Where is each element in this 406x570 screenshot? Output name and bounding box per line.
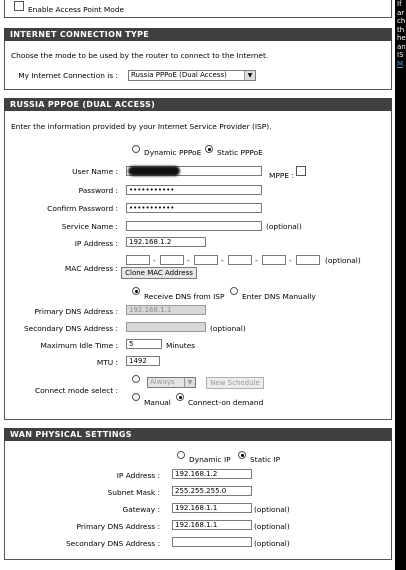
mac-octet-3[interactable] (194, 255, 218, 265)
dynamic-pppoe-label: Dynamic PPPoE (144, 148, 202, 157)
confirm-password-label: Confirm Password : (47, 204, 118, 213)
pppoe-description: Enter the information provided by your Internet Service Provider (ISP). (11, 122, 272, 131)
pppoe-secondary-dns-label: Secondary DNS Address : (23, 324, 118, 333)
wan-ip-input[interactable]: 192.168.1.2 (172, 469, 252, 479)
mac-address-label: MAC Address : (64, 264, 118, 273)
wan-subnet-input[interactable]: 255.255.255.0 (172, 486, 252, 496)
pppoe-secondary-dns-input[interactable] (126, 322, 206, 332)
wan-gateway-label: Gateway : (122, 505, 160, 514)
password-input[interactable]: ••••••••••• (126, 185, 262, 195)
enable-ap-mode-label: Enable Access Point Mode (28, 5, 125, 14)
mac-separator: - (221, 256, 224, 265)
wan-secondary-dns-optional: (optional) (254, 539, 290, 548)
connect-on-demand-label: Connect-on demand (188, 398, 264, 407)
sidebar-help-text (397, 0, 406, 80)
mac-optional: (optional) (325, 256, 361, 265)
right-sidebar-strip (395, 0, 406, 570)
dynamic-pppoe-radio[interactable] (132, 145, 140, 153)
static-pppoe-label: Static PPPoE (217, 148, 263, 157)
mac-octet-4[interactable] (228, 255, 252, 265)
receive-dns-label: Receive DNS from ISP (144, 292, 225, 301)
mppe-label: MPPE : (269, 171, 294, 180)
wan-ip-label: IP Address : (116, 471, 160, 480)
username-label: User Name : (72, 167, 118, 176)
wan-static-ip-radio[interactable] (238, 451, 246, 459)
sidebar-line: he (397, 34, 406, 42)
chevron-down-icon: ▼ (244, 71, 255, 80)
mppe-checkbox[interactable] (296, 166, 306, 176)
wan-subnet-label: Subnet Mask : (107, 488, 160, 497)
wan-gateway-optional: (optional) (254, 505, 290, 514)
mtu-input[interactable]: 1492 (126, 356, 160, 366)
connect-mode-label: Connect mode select : (34, 386, 118, 395)
enter-dns-label: Enter DNS Manually (242, 292, 316, 301)
service-name-optional: (optional) (266, 222, 302, 231)
sidebar-line: M (397, 59, 404, 68)
new-schedule-button[interactable]: New Schedule (206, 377, 264, 389)
pppoe-primary-dns-label: Primary DNS Address : (34, 307, 118, 316)
my-connection-label: My Internet Connection is : (18, 71, 118, 80)
manual-label: Manual (144, 398, 171, 407)
internet-connection-header: INTERNET CONNECTION TYPE (4, 28, 392, 41)
max-idle-input[interactable]: 5 (126, 339, 162, 349)
service-name-label: Service Name : (61, 222, 118, 231)
wan-physical-header: WAN PHYSICAL SETTINGS (4, 428, 392, 441)
enter-dns-radio[interactable] (230, 287, 238, 295)
clone-mac-button[interactable]: Clone MAC Address (121, 267, 197, 279)
manual-radio[interactable] (132, 393, 140, 401)
pppoe-ip-label: IP Address : (74, 239, 118, 248)
mac-octet-1[interactable] (126, 255, 150, 265)
sidebar-line: an (397, 42, 406, 51)
pppoe-primary-dns-input[interactable]: 192.168.1.1 (126, 305, 206, 315)
pppoe-ip-input[interactable]: 192.168.1.2 (126, 237, 206, 247)
max-idle-label: Maximum Idle Time : (40, 341, 118, 350)
pppoe-header: RUSSIA PPPOE (DUAL ACCESS) (4, 98, 392, 111)
receive-dns-radio[interactable] (132, 287, 140, 295)
mac-separator: - (153, 256, 156, 265)
mac-separator: - (255, 256, 258, 265)
internet-connection-description: Choose the mode to be used by the router to connect to the Internet. (11, 51, 269, 60)
wan-secondary-dns-label: Secondary DNS Address : (65, 539, 160, 548)
secondary-dns-optional: (optional) (210, 324, 246, 333)
chevron-down-icon: ▼ (184, 378, 195, 387)
wan-static-ip-label: Static IP (250, 455, 281, 464)
password-label: Password : (78, 186, 118, 195)
sidebar-line: th (397, 25, 405, 34)
mtu-label: MTU : (96, 358, 118, 367)
connection-type-select[interactable] (128, 70, 256, 81)
wan-dynamic-ip-radio[interactable] (177, 451, 185, 459)
wan-primary-dns-input[interactable]: 192.168.1.1 (172, 520, 252, 530)
sidebar-line: IS (397, 51, 404, 59)
mac-octet-5[interactable] (262, 255, 286, 265)
always-select-value: Always (150, 378, 175, 386)
mac-octet-2[interactable] (160, 255, 184, 265)
wan-dynamic-ip-label: Dynamic IP (189, 455, 231, 464)
connection-type-value: Russia PPPoE (Dual Access) (131, 71, 227, 79)
service-name-input[interactable] (126, 221, 262, 231)
mac-separator: - (187, 256, 190, 265)
wan-primary-dns-label: Primary DNS Address : (76, 522, 160, 531)
wan-secondary-dns-input[interactable] (172, 537, 252, 547)
wan-primary-dns-optional: (optional) (254, 522, 290, 531)
confirm-password-input[interactable]: ••••••••••• (126, 203, 262, 213)
connect-on-demand-radio[interactable] (176, 393, 184, 401)
sidebar-line: ar (397, 8, 405, 17)
sidebar-line: ch (397, 17, 406, 25)
always-schedule-select[interactable] (147, 377, 196, 388)
enable-ap-mode-checkbox[interactable] (14, 1, 24, 11)
static-pppoe-radio[interactable] (205, 145, 213, 153)
wan-gateway-input[interactable]: 192.168.1.1 (172, 503, 252, 513)
mac-separator: - (289, 256, 292, 265)
mac-octet-6[interactable] (296, 255, 320, 265)
minutes-label: Minutes (166, 341, 196, 350)
sidebar-line: If (397, 0, 402, 8)
username-redacted-blur (128, 166, 180, 176)
always-radio[interactable] (132, 375, 140, 383)
